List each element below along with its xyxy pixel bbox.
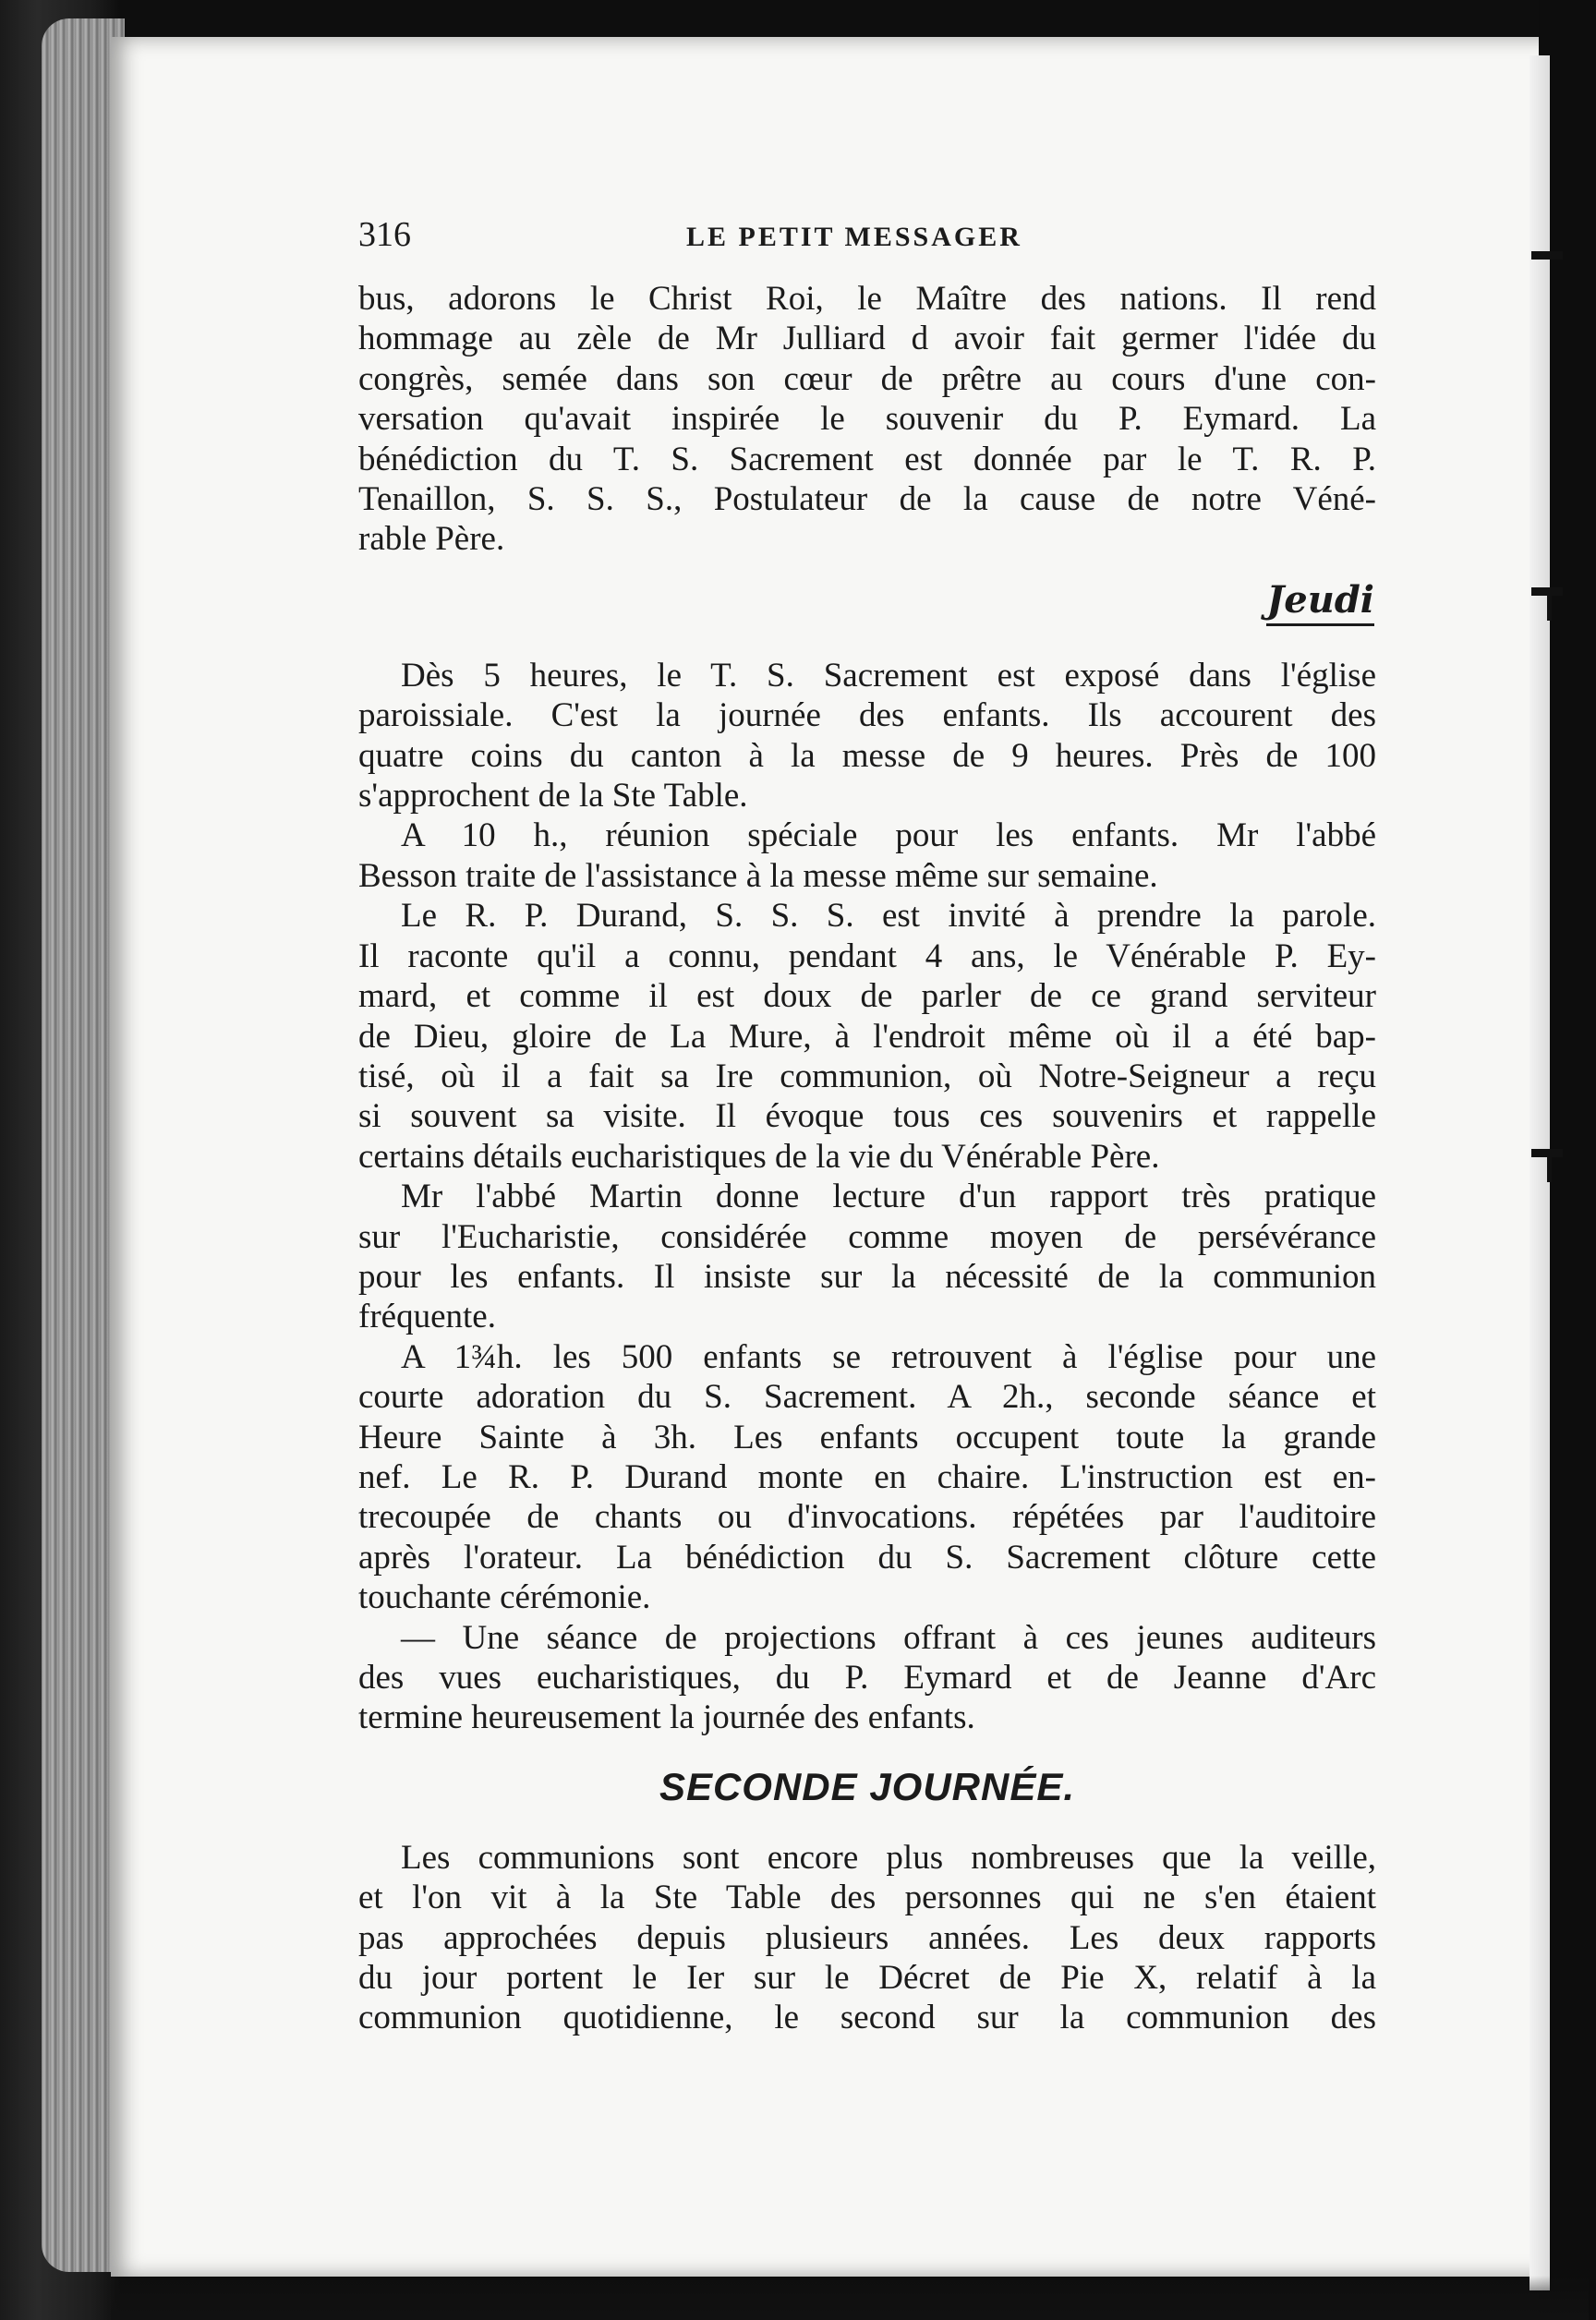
bottom-shadow [111, 2276, 1589, 2320]
section-b [358, 656, 1376, 1738]
day-heading [358, 578, 1374, 622]
text-line: pour les enfants. Il insiste sur la nécessité de la communion [358, 1257, 1376, 1296]
text-line: et l'on vit à la Ste Table des personnes qui ne s'en étaient [358, 1879, 1376, 1917]
page-number: 316 [358, 215, 411, 254]
text-line: tisé, où il a fait sa Ire communion, où Notre-Seigneur a reçu [358, 1057, 1376, 1095]
text-line: termine heureusement la journée des enfants. [358, 1698, 975, 1737]
text-line: A 1¾h. les 500 enfants se retrouvent à l'église pour une [401, 1337, 1376, 1376]
page-header [358, 214, 1376, 260]
text-line: Il raconte qu'il a connu, pendant 4 ans, le Vénérable P. Ey- [358, 936, 1376, 975]
margin-tick-mark [1531, 251, 1563, 260]
text-line: fréquente. [358, 1298, 496, 1336]
text-line: — Une séance de projections offrant à ces jeunes auditeurs [401, 1618, 1376, 1657]
text-line: Les communions sont encore plus nombreuses que la veille, [401, 1838, 1376, 1877]
text-line: Heure Sainte à 3h. Les enfants occupent toute la grande [358, 1418, 1376, 1456]
text-line: Dès 5 heures, le T. S. Sacrement est exposé dans l'église [401, 656, 1376, 695]
day-heading-text: Jeudi [1266, 578, 1374, 626]
text-line: versation qu'avait inspirée le souvenir du P. Eymard. La [358, 400, 1376, 439]
text-line: après l'orateur. La bénédiction du S. Sacrement clôture cette [358, 1538, 1376, 1577]
text-line: bus, adorons le Christ Roi, le Maître des nations. Il rend [358, 280, 1376, 318]
section-c [358, 1838, 1376, 2038]
text-line: A 10 h., réunion spéciale pour les enfants. Mr l'abbé [401, 816, 1376, 855]
text-line: si souvent sa visite. Il évoque tous ces souvenirs et rappelle [358, 1097, 1376, 1136]
text-line: mard, et comme il est doux de parler de ce grand serviteur [358, 977, 1376, 1016]
text-line: Mr l'abbé Martin donne lecture d'un rapport très pratique [401, 1178, 1376, 1216]
text-line: sur l'Eucharistie, considérée comme moyen de persévérance [358, 1217, 1376, 1256]
section-a [358, 279, 1376, 560]
text-line: touchante cérémonie. [358, 1578, 651, 1617]
text-line: courte adoration du S. Sacrement. A 2h., seconde séance et [358, 1378, 1376, 1417]
text-line: des vues eucharistiques, du P. Eymard et de Jeanne d'Arc [358, 1659, 1376, 1697]
text-line: certains détails eucharistiques de la vie du Vénérable Père. [358, 1137, 1160, 1176]
text-line: bénédiction du T. S. Sacrement est donnée par le T. R. P. [358, 440, 1376, 478]
text-line: rable Père. [358, 520, 505, 559]
running-title: LE PETIT MESSAGER [686, 222, 1022, 252]
text-line: Tenaillon, S. S. S., Postulateur de la cause de notre Véné- [358, 480, 1376, 519]
text-line: Le R. P. Durand, S. S. S. est invité à prendre la parole. [401, 897, 1376, 936]
section-heading: SECONDE JOURNÉE. [659, 1764, 1076, 1808]
page-body [358, 279, 1376, 2038]
text-line: s'approchent de la Ste Table. [358, 777, 748, 816]
text-line: congrès, semée dans son cœur de prêtre au cours d'une con- [358, 359, 1376, 398]
text-line: quatre coins du canton à la messe de 9 heures. Près de 100 [358, 736, 1376, 775]
text-line: nef. Le R. P. Durand monte en chaire. L'instruction est en- [358, 1457, 1376, 1496]
text-line: pas approchées depuis plusieurs années. Les deux rapports [358, 1918, 1376, 1957]
text-line: hommage au zèle de Mr Julliard d avoir fait germer l'idée du [358, 320, 1376, 358]
text-line: Besson traite de l'assistance à la messe même sur semaine. [358, 856, 1158, 895]
margin-tick-mark [1547, 1156, 1552, 1182]
margin-tick-mark [1547, 595, 1552, 621]
text-line: paroissiale. C'est la journée des enfants. Ils accourent des [358, 696, 1376, 735]
text-line: communion quotidienne, le second sur la communion des [358, 1999, 1376, 2037]
text-line: du jour portent le Ier sur le Décret de Pie X, relatif à la [358, 1959, 1376, 1998]
text-line: trecoupée de chants ou d'invocations. répétées par l'auditoire [358, 1498, 1376, 1537]
text-line: de Dieu, gloire de La Mure, à l'endroit même où il a été bap- [358, 1017, 1376, 1056]
